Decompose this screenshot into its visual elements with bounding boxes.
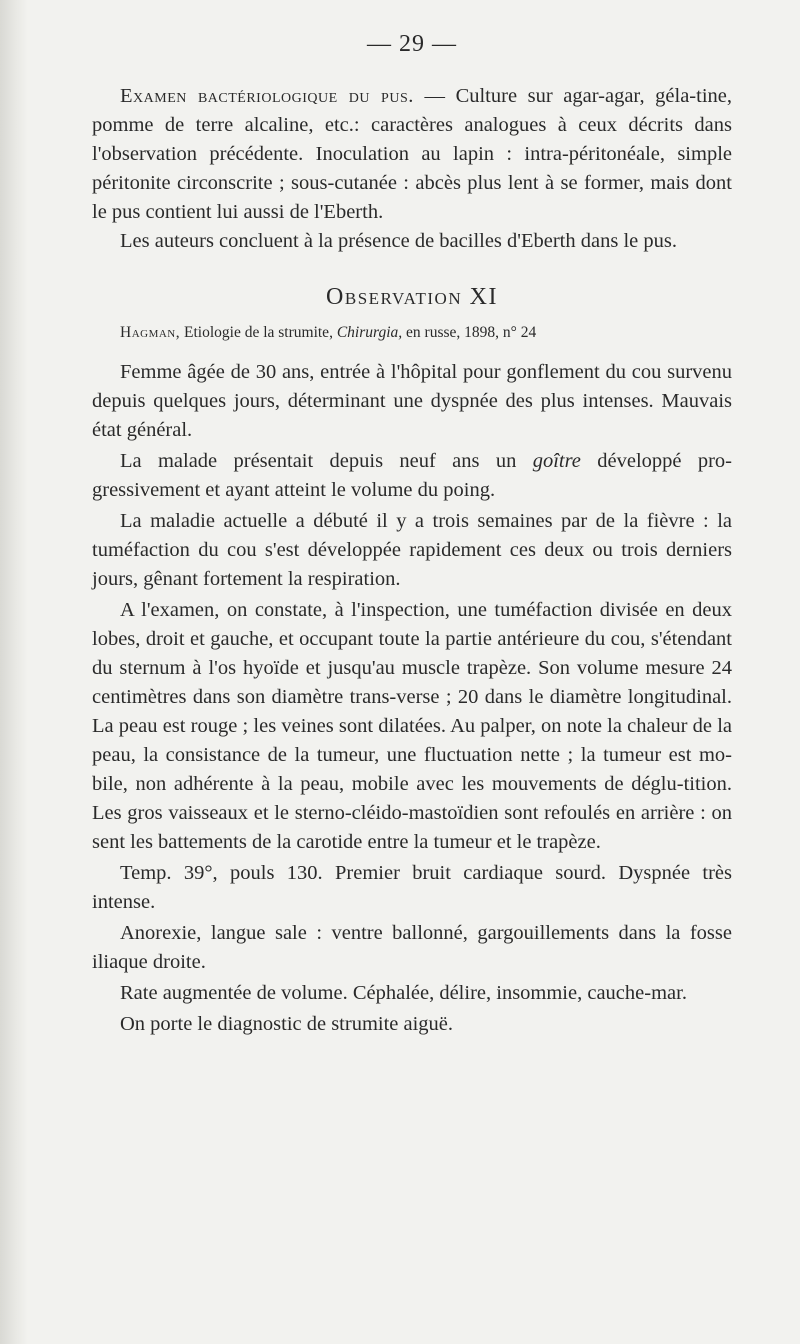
reference-author: Hagman,	[120, 324, 181, 341]
reference-journal: Chirurgia,	[336, 324, 403, 341]
page-edge-shadow	[0, 0, 28, 1344]
exam-heading: Examen bactériologique du pus.	[120, 85, 414, 107]
reference-text: Etiologie de la strumite,	[180, 324, 333, 341]
paragraph-5: Temp. 39°, pouls 130. Premier bruit cardiaque sourd. Dyspnée très intense.	[92, 862, 732, 913]
observation-title: Observation XI	[326, 284, 498, 310]
page-number: — 29 —	[367, 31, 457, 57]
exam-text: — Culture sur agar-agar, géla-tine, pomme de terre alcaline, etc.: caractères analogues à ceux décrits dans l'observation précédente. Inoculation au lapin : intra-péritonéale, simple péritonite circonscrite ; sous-cutanée : abcès plus lent à se former, mais dont le pus contient lui aussi de l'Eberth.	[92, 85, 732, 223]
paragraph-2-emphasis: goître	[532, 450, 581, 472]
paragraph-2	[92, 447, 732, 505]
paragraph-4: A l'examen, on constate, à l'inspection, une tuméfaction divisée en deux lobes, droit et gauche, et occupant toute la partie antérieure du cou, s'étendant du sternum à l'os hyoïde et jusqu'au muscle trapèze. Son volume mesure 24 centimètres dans son diamètre trans-verse ; 20 dans le diamètre longitudinal. La peau est rouge ; les veines sont dilatées. Au palper, on note la chaleur de la peau, la consistance de la tumeur, une fluctuation nette ; la tumeur est mo-bile, non adhérente à la peau, mobile avec les mouvements de déglu-tition. Les gros vaisseaux et le sterno-cléido-mastoïdien sont refoulés en arrière : on sent les battements de la carotide entre la tumeur et le trapèze.	[92, 599, 732, 853]
exam-paragraph	[92, 82, 732, 227]
paragraph-6: Anorexie, langue sale : ventre ballonné, gargouillements dans la fosse iliaque droite.	[92, 922, 732, 973]
paragraph-2-start: La malade présentait depuis neuf ans un	[120, 450, 533, 472]
document-page	[92, 28, 732, 1039]
observation-reference	[92, 322, 732, 344]
paragraph-7: Rate augmentée de volume. Céphalée, délire, insommie, cauche-mar.	[120, 982, 687, 1004]
paragraph-3: La maladie actuelle a débuté il y a trois semaines par de la fièvre : la tuméfaction du cou s'est développée rapidement ces deux ou trois derniers jours, gênant fortement la respiration.	[92, 510, 732, 590]
conclusion-paragraph: Les auteurs concluent à la présence de bacilles d'Eberth dans le pus.	[120, 230, 677, 252]
paragraph-2-end: développé pro-gressivement et ayant atteint le volume du poing.	[92, 450, 732, 501]
paragraph-1: Femme âgée de 30 ans, entrée à l'hôpital pour gonflement du cou survenu depuis quelques jours, déterminant une dyspnée des plus intenses. Mauvais état général.	[92, 361, 732, 441]
paragraph-8: On porte le diagnostic de strumite aiguë.	[120, 1013, 454, 1035]
reference-tail: en russe, 1898, n° 24	[402, 324, 537, 341]
